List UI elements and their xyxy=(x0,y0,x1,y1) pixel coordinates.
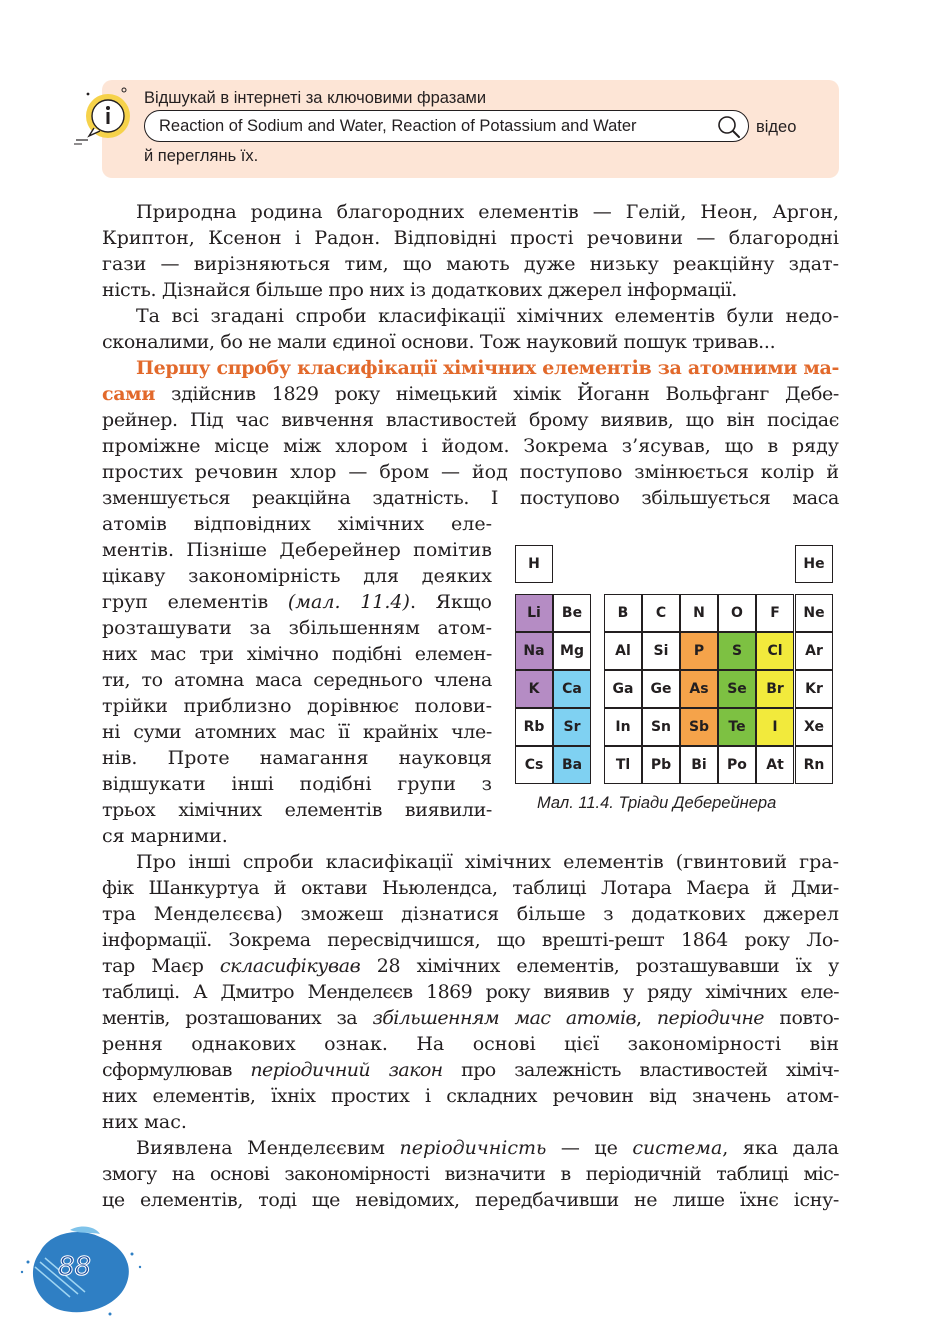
figure-caption: Мал. 11.4. Тріади Деберейнера xyxy=(537,794,777,812)
emphasis: збільшенням мас атомів xyxy=(372,1007,636,1029)
text-line: простих речовин хлор — бром — йод поступово змінюється колір й xyxy=(102,461,839,483)
element-cell-o: O xyxy=(718,594,756,632)
text-span: тар Маєр xyxy=(102,955,220,977)
text-line: інформації. Зокрема пересвідчишся, що врешті-решт 1864 року Ло- xyxy=(102,929,839,951)
text-span: повто- xyxy=(763,1007,839,1029)
text-line: рейнер. Під час вивчення властивостей брому виявив, що він посідає xyxy=(102,409,839,431)
element-cell-h: H xyxy=(515,545,553,583)
text-span: , яка дала xyxy=(722,1137,839,1159)
text-line xyxy=(102,953,839,979)
text-line: Криптон, Ксенон і Радон. Відповідні прості речовини — благородні xyxy=(102,227,839,249)
element-cell-rb: Rb xyxy=(515,708,553,746)
text-line: зменшується реакційна здатність. І поступово збільшується маса xyxy=(102,487,839,509)
text-span: 28 хімічних елементів, розташувавши їх у xyxy=(360,955,839,977)
element-cell-he: He xyxy=(795,545,833,583)
element-cell-se: Se xyxy=(718,670,756,708)
element-cell-po: Po xyxy=(718,746,756,784)
info-after-search: відео xyxy=(756,118,797,136)
text-line: таблиці. А Дмитро Менделєєв 1869 року виявив у ряду хімічних еле- xyxy=(102,981,839,1003)
text-line: трьох хімічних елементів виявили- xyxy=(102,799,492,821)
text-line: проміжне місце між хлором і йодом. Зокрема з’ясував, що в ряду xyxy=(102,435,839,457)
element-cell-ar: Ar xyxy=(795,632,833,670)
element-cell-kr: Kr xyxy=(795,670,833,708)
element-cell-as: As xyxy=(680,670,718,708)
text-line: них мас три хімічно подібні елемен- xyxy=(102,643,492,665)
element-cell-ca: Ca xyxy=(553,670,591,708)
element-cell-b: B xyxy=(604,594,642,632)
element-cell-na: Na xyxy=(515,632,553,670)
element-cell-mg: Mg xyxy=(553,632,591,670)
text-line: нів. Проте намагання науковця xyxy=(102,747,492,769)
text-line xyxy=(102,589,492,615)
text-span: про залежність властивостей хіміч- xyxy=(442,1059,839,1081)
text-line: тра Менделєєва) зможеш дізнатися більше з додаткових джерел xyxy=(102,903,839,925)
emphasis: скласифікував xyxy=(219,955,361,977)
element-cell-al: Al xyxy=(604,632,642,670)
element-cell-be: Be xyxy=(553,594,591,632)
element-cell-xe: Xe xyxy=(795,708,833,746)
text-span: . Якщо xyxy=(409,591,492,613)
element-cell-li: Li xyxy=(515,594,553,632)
element-cell-bi: Bi xyxy=(680,746,718,784)
element-cell-p: P xyxy=(680,632,718,670)
text-line: них мас. xyxy=(102,1111,187,1133)
info-line-1: Відшукай в інтернеті за ключовими фразами xyxy=(144,89,487,107)
emphasis: періодичне xyxy=(656,1007,764,1029)
text-line: відшукати інші подібні групи з xyxy=(102,773,492,795)
text-span: — це xyxy=(546,1137,633,1159)
text-span: ментів, розташованих за xyxy=(102,1007,373,1029)
element-cell-ne: Ne xyxy=(795,594,833,632)
emphasis: періодичний закон xyxy=(250,1059,443,1081)
element-cell-n: N xyxy=(680,594,718,632)
text-span: сформулював xyxy=(102,1059,251,1081)
highlight-line: Першу спробу класифікації хімічних елементів за атомними ма- xyxy=(136,357,839,379)
search-field[interactable] xyxy=(144,110,749,142)
info-icon xyxy=(72,86,134,148)
text-line: них елементів, їхніх простих і складних речовин від значень атом- xyxy=(102,1085,839,1107)
element-cell-sb: Sb xyxy=(680,708,718,746)
text-line: сконалими, бо не мали єдиної основи. Тож науковий пошук тривав... xyxy=(102,331,776,353)
text-line: змогу на основі закономірності визначити в періодичній таблиці міс- xyxy=(102,1163,839,1185)
text-line: атомів відповідних хімічних еле- xyxy=(102,513,492,535)
figure-reference: (мал. 11.4) xyxy=(287,591,410,613)
text-line: трійки приблизно дорівнює полови- xyxy=(102,695,492,717)
page-number: 88 xyxy=(58,1252,92,1282)
text-line: Про інші спроби класифікації хімічних елементів (гвинтовий гра- xyxy=(136,851,839,873)
text-span: , xyxy=(635,1007,657,1029)
highlight-text: сами xyxy=(102,383,156,405)
element-cell-ba: Ba xyxy=(553,746,591,784)
element-cell-br: Br xyxy=(756,670,794,708)
element-cell-in: In xyxy=(604,708,642,746)
emphasis: періодичність xyxy=(399,1137,547,1159)
element-cell-s: S xyxy=(718,632,756,670)
element-cell-te: Te xyxy=(718,708,756,746)
search-icon[interactable] xyxy=(714,114,742,140)
text-line xyxy=(102,1057,839,1083)
text-line: гази — вирізняються тим, що мають дуже низьку реакційну здат- xyxy=(102,253,839,275)
text-line: ні суми атомних мас її крайніх чле- xyxy=(102,721,492,743)
text-line: ся марними. xyxy=(102,825,228,847)
element-cell-cs: Cs xyxy=(515,746,553,784)
text-line: ти, то атомна маса середнього члена xyxy=(102,669,492,691)
text-line: розташувати за збільшенням атом- xyxy=(102,617,492,639)
element-cell-si: Si xyxy=(642,632,680,670)
element-cell-k: K xyxy=(515,670,553,708)
element-cell-c: C xyxy=(642,594,680,632)
element-cell-cl: Cl xyxy=(756,632,794,670)
element-cell-at: At xyxy=(756,746,794,784)
text-line: фік Шанкуртуа й октави Ньюлендса, таблиці Лотара Маєра й Дми- xyxy=(102,877,839,899)
element-cell-sn: Sn xyxy=(642,708,680,746)
element-cell-i: I xyxy=(756,708,794,746)
text-span: груп елементів xyxy=(102,591,288,613)
text-span: здійснив 1829 року німецький хімік Йоганн Вольфганг Дебе- xyxy=(155,383,839,405)
text-line xyxy=(102,1005,839,1031)
text-line: Та всі згадані спроби класифікації хімічних елементів були недо- xyxy=(136,305,839,327)
info-line-3: й переглянь їх. xyxy=(144,147,259,165)
element-cell-ga: Ga xyxy=(604,670,642,708)
emphasis: система xyxy=(632,1137,723,1159)
element-cell-ge: Ge xyxy=(642,670,680,708)
text-line: ментів. Пізніше Деберейнер помітив xyxy=(102,539,492,561)
text-line: Природна родина благородних елементів — Гелій, Неон, Аргон, xyxy=(136,201,839,223)
text-line: рення однакових ознак. На основі цієї закономірності він xyxy=(102,1033,839,1055)
element-cell-tl: Tl xyxy=(604,746,642,784)
element-cell-rn: Rn xyxy=(795,746,833,784)
element-cell-pb: Pb xyxy=(642,746,680,784)
text-line: це елементів, тоді ще невідомих, передбачивши не лише їхнє існу- xyxy=(102,1189,839,1211)
search-query: Reaction of Sodium and Water, Reaction of Potassium and Water xyxy=(159,117,637,135)
text-span: Виявлена Менделєєвим xyxy=(136,1137,400,1159)
element-cell-f: F xyxy=(756,594,794,632)
text-line: ність. Дізнайся більше про них із додаткових джерел інформації. xyxy=(102,279,737,301)
element-cell-sr: Sr xyxy=(553,708,591,746)
text-line: цікаву закономірність для деяких xyxy=(102,565,492,587)
text-line xyxy=(102,381,839,407)
text-line xyxy=(136,1135,839,1161)
